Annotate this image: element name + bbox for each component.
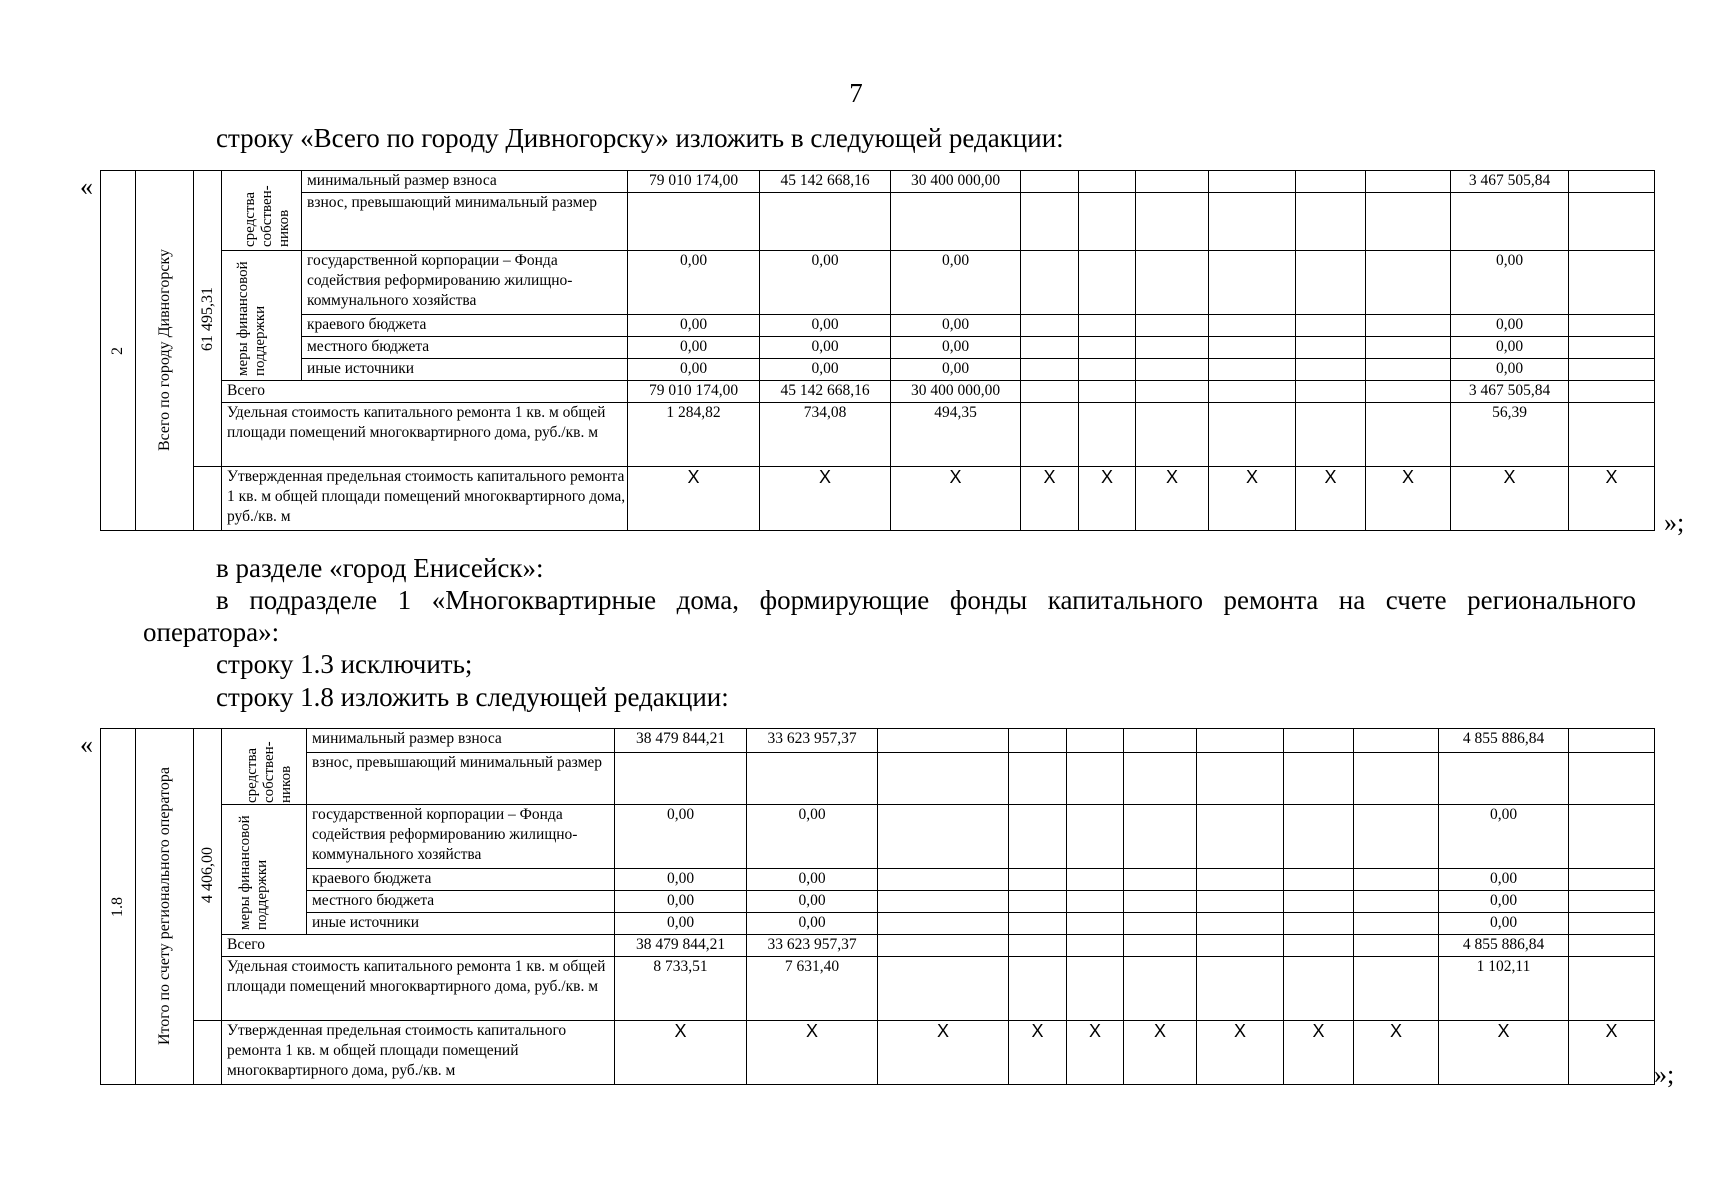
cell: 79 010 174,00 xyxy=(628,171,760,193)
cell: 0,00 xyxy=(747,805,878,869)
table-row xyxy=(101,805,1655,869)
cell: 79 010 174,00 xyxy=(628,381,760,403)
x-mark: X xyxy=(1366,467,1451,531)
regional-budget-label: краевого бюджета xyxy=(302,315,628,337)
cell: 1 102,11 xyxy=(1439,957,1569,1021)
cell: 0,00 xyxy=(747,869,878,891)
x-mark: X xyxy=(891,467,1021,531)
cell: 0,00 xyxy=(747,891,878,913)
cell: 45 142 668,16 xyxy=(760,381,891,403)
total-area: 61 495,31 xyxy=(198,286,216,351)
cell: 0,00 xyxy=(1439,869,1569,891)
subsection-line-end: оператора»: xyxy=(143,617,280,647)
cell: 0,00 xyxy=(628,359,760,381)
table-row xyxy=(101,935,1655,957)
x-mark: X xyxy=(1569,467,1655,531)
regional-budget-label: краевого бюджета xyxy=(307,869,615,891)
row-number: 1.8 xyxy=(109,896,126,917)
section-line: в разделе «город Енисейск»: xyxy=(216,553,544,583)
cell: 4 855 886,84 xyxy=(1439,729,1569,753)
exclude-line: строку 1.3 исключить; xyxy=(216,649,473,679)
x-mark: X xyxy=(615,1021,747,1085)
x-mark: X xyxy=(1136,467,1209,531)
cell: 0,00 xyxy=(760,315,891,337)
support-measures-label: меры финансовой поддержки xyxy=(234,260,268,376)
x-mark: X xyxy=(747,1021,878,1085)
cell: 3 467 505,84 xyxy=(1451,381,1569,403)
limit-cost-label: Утвержденная предельная стоимость капитального ремонта 1 кв. м общей площади помещений многоквартирного дома, руб./кв. м xyxy=(222,467,628,531)
table-row xyxy=(101,869,1655,891)
x-mark: X xyxy=(1021,467,1079,531)
open-quote-1: « xyxy=(80,172,93,201)
x-mark: X xyxy=(1009,1021,1067,1085)
state-corp-label: государственной корпорации – Фонда содействия реформированию жилищно-коммунального хозяйства xyxy=(302,251,628,315)
x-mark: X xyxy=(1284,1021,1354,1085)
x-mark: X xyxy=(1451,467,1569,531)
cell: 0,00 xyxy=(1451,251,1569,315)
cell: 0,00 xyxy=(615,869,747,891)
table-row xyxy=(101,315,1655,337)
edit-line: строку 1.8 изложить в следующей редакции: xyxy=(216,682,729,712)
x-mark: X xyxy=(1439,1021,1569,1085)
cell: 0,00 xyxy=(615,891,747,913)
cell: 0,00 xyxy=(615,913,747,935)
x-mark: X xyxy=(628,467,760,531)
cell: 0,00 xyxy=(628,315,760,337)
support-measures-label: меры финансовой поддержки xyxy=(237,814,270,930)
open-quote-2: « xyxy=(80,730,93,759)
above-min-label: взнос, превышающий минимальный размер xyxy=(307,753,615,805)
cell: 38 479 844,21 xyxy=(615,935,747,957)
close-quote-1: »; xyxy=(1664,508,1685,537)
cell: 8 733,51 xyxy=(615,957,747,1021)
cell: 33 623 957,37 xyxy=(747,729,878,753)
cell: 0,00 xyxy=(1439,913,1569,935)
table-row xyxy=(101,753,1655,805)
x-mark: X xyxy=(1354,1021,1439,1085)
cell: 0,00 xyxy=(628,251,760,315)
table-regional-operator xyxy=(100,728,1655,1085)
table-row xyxy=(101,467,1655,531)
row-number: 2 xyxy=(109,346,126,355)
cell: 1 284,82 xyxy=(628,403,760,467)
table-row xyxy=(101,957,1655,1021)
other-sources-label: иные источники xyxy=(302,359,628,381)
local-budget-label: местного бюджета xyxy=(302,337,628,359)
cell: 3 467 505,84 xyxy=(1451,171,1569,193)
above-min-label: взнос, превышающий минимальный размер xyxy=(302,193,628,251)
cell: 0,00 xyxy=(891,315,1021,337)
table-row xyxy=(101,337,1655,359)
x-mark: X xyxy=(1209,467,1296,531)
table-row xyxy=(101,359,1655,381)
owners-funds-label: средства собствен-ников xyxy=(241,184,292,247)
cell: 0,00 xyxy=(891,337,1021,359)
cell: 734,08 xyxy=(760,403,891,467)
min-fee-label: минимальный размер взноса xyxy=(302,171,628,193)
cell: 0,00 xyxy=(615,805,747,869)
cell: 0,00 xyxy=(1439,805,1569,869)
cell: 56,39 xyxy=(1451,403,1569,467)
specific-cost-label: Удельная стоимость капитального ремонта 1 кв. м общей площади помещений многоквартирного дома, руб./кв. м xyxy=(222,403,628,467)
table-row xyxy=(101,913,1655,935)
cell: 33 623 957,37 xyxy=(747,935,878,957)
cell: 0,00 xyxy=(1439,891,1569,913)
total-area: 4 406,00 xyxy=(198,846,216,903)
state-corp-label: государственной корпорации – Фонда содействия реформированию жилищно-коммунального хозяйства xyxy=(307,805,615,869)
cell: 30 400 000,00 xyxy=(891,381,1021,403)
cell: 0,00 xyxy=(760,359,891,381)
x-mark: X xyxy=(1124,1021,1197,1085)
intro-line: строку «Всего по городу Дивногорску» изложить в следующей редакции: xyxy=(216,123,1064,153)
page-number: 7 xyxy=(849,78,863,108)
cell: 30 400 000,00 xyxy=(891,171,1021,193)
x-mark: X xyxy=(1569,1021,1655,1085)
other-sources-label: иные источники xyxy=(307,913,615,935)
specific-cost-label: Удельная стоимость капитального ремонта 1 кв. м общей площади помещений многоквартирного дома, руб./кв. м xyxy=(222,957,615,1021)
table-row xyxy=(101,193,1655,251)
table-row xyxy=(101,171,1655,193)
local-budget-label: местного бюджета xyxy=(307,891,615,913)
table-row xyxy=(101,1021,1655,1085)
min-fee-label: минимальный размер взноса xyxy=(307,729,615,753)
limit-cost-label: Утвержденная предельная стоимость капитального ремонта 1 кв. м общей площади помещений многоквартирного дома, руб./кв. м xyxy=(222,1021,615,1085)
x-mark: X xyxy=(1067,1021,1124,1085)
cell: 0,00 xyxy=(891,251,1021,315)
table-divnogorsk xyxy=(100,170,1655,531)
close-quote-2: »; xyxy=(1654,1060,1675,1089)
cell: 7 631,40 xyxy=(747,957,878,1021)
x-mark: X xyxy=(760,467,891,531)
table-row xyxy=(101,891,1655,913)
table-row xyxy=(101,251,1655,315)
row-name: Всего по городу Дивногорску xyxy=(155,249,173,452)
cell: 38 479 844,21 xyxy=(615,729,747,753)
x-mark: X xyxy=(1079,467,1136,531)
cell: 0,00 xyxy=(760,337,891,359)
cell: 494,35 xyxy=(891,403,1021,467)
cell: 45 142 668,16 xyxy=(760,171,891,193)
row-name: Итого по счету регионального оператора xyxy=(155,767,173,1046)
table-row xyxy=(101,403,1655,467)
cell: 0,00 xyxy=(747,913,878,935)
cell: 0,00 xyxy=(1451,359,1569,381)
cell: 4 855 886,84 xyxy=(1439,935,1569,957)
cell: 0,00 xyxy=(760,251,891,315)
cell: 0,00 xyxy=(1451,337,1569,359)
owners-funds-label: средства собствен-ников xyxy=(244,740,294,803)
total-label: Всего xyxy=(222,935,615,957)
table-row xyxy=(101,729,1655,753)
cell: 0,00 xyxy=(1451,315,1569,337)
table-row xyxy=(101,381,1655,403)
total-label: Всего xyxy=(222,381,628,403)
cell: 0,00 xyxy=(891,359,1021,381)
cell: 0,00 xyxy=(628,337,760,359)
x-mark: X xyxy=(878,1021,1009,1085)
subsection-line: в подразделе 1 «Многоквартирные дома, формирующие фонды капитального ремонта на счете регионального xyxy=(216,585,1636,615)
x-mark: X xyxy=(1296,467,1366,531)
x-mark: X xyxy=(1197,1021,1284,1085)
